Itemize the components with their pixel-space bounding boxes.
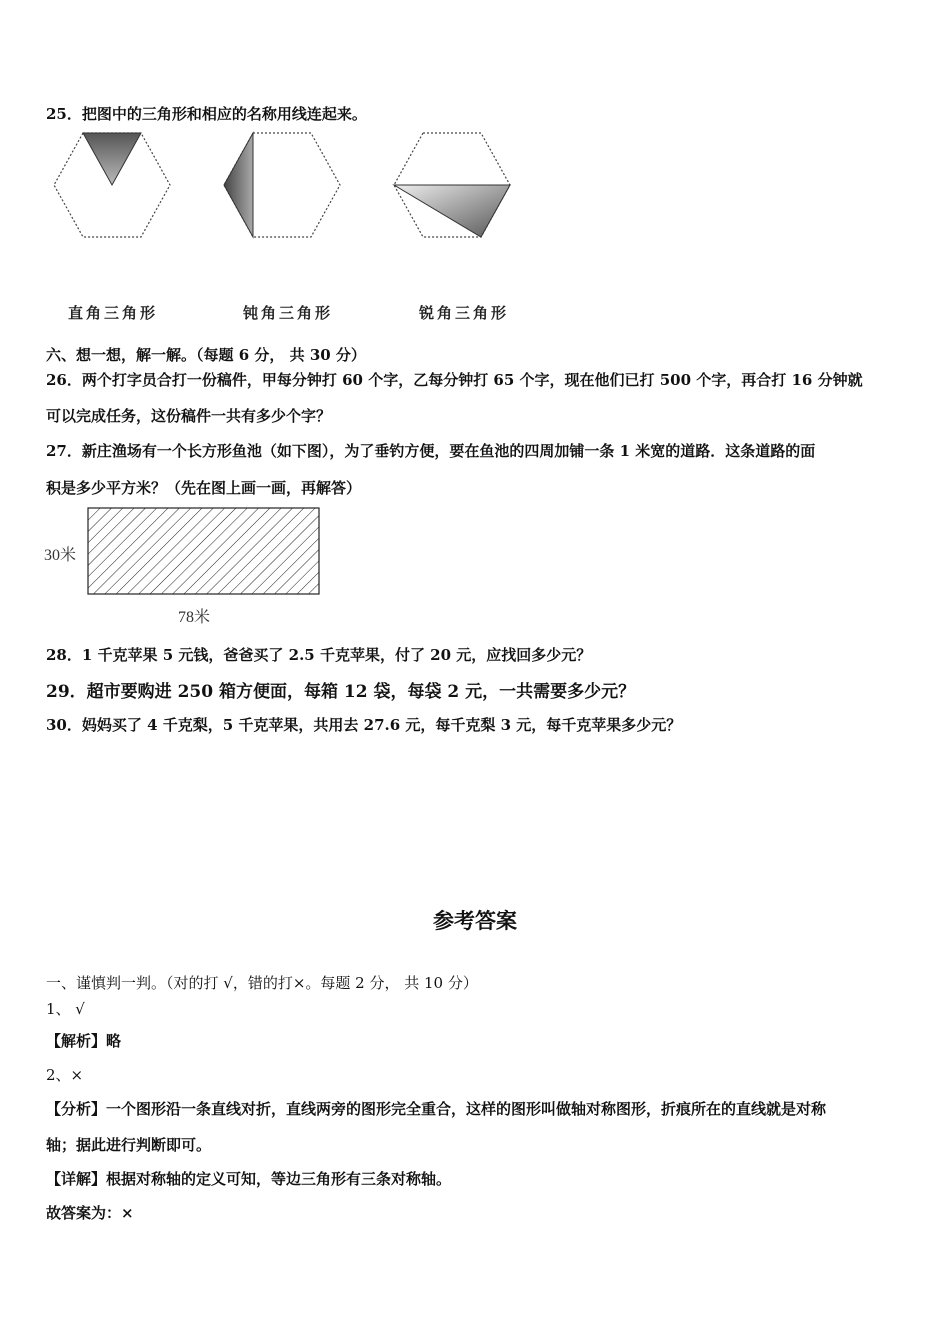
hexagon-3 bbox=[394, 133, 510, 237]
pond-width-label: 30米 bbox=[44, 547, 77, 564]
question-26-line2: 可以完成任务，这份稿件一共有多少个字？ bbox=[46, 407, 332, 425]
label-obtuse-triangle: 钝角三角形 bbox=[243, 304, 334, 322]
section-6-heading: 六、想一想，解一解。（每题 6 分， 共 30 分） bbox=[46, 346, 366, 364]
hexagon-figures bbox=[40, 125, 540, 245]
question-28: 28．1 千克苹果 5 元钱，爸爸买了 2.5 千克苹果，付了 20 元，应找回多少元？ bbox=[46, 646, 592, 664]
question-25: 25．把图中的三角形和相应的名称用线连起来。 bbox=[46, 105, 367, 123]
question-30: 30．妈妈买了 4 千克梨，5 千克苹果，共用去 27.6 元，每千克梨 3 元，每千克苹果多少元？ bbox=[46, 716, 682, 734]
answer-2-detail: 【详解】根据对称轴的定义可知，等边三角形有三条对称轴。 bbox=[46, 1170, 452, 1188]
question-27-line2: 积是多少平方米？（先在图上画一画，再解答） bbox=[46, 479, 362, 497]
answer-2-conclusion: 故答案为：× bbox=[46, 1204, 134, 1222]
answers-section-1: 一、谨慎判一判。（对的打 √，错的打×。每题 2 分， 共 10 分） bbox=[46, 974, 478, 992]
pond-length-label: 78米 bbox=[178, 609, 211, 626]
fish-pond-rectangle bbox=[40, 500, 340, 600]
answer-1: 1、 √ bbox=[46, 1000, 85, 1018]
label-right-triangle: 直角三角形 bbox=[68, 304, 159, 322]
hexagon-1 bbox=[54, 133, 170, 237]
question-26-line1: 26．两个打字员合打一份稿件，甲每分钟打 60 个字，乙每分钟打 65 个字，现在他们已打 500 个字，再合打 16 分钟就 bbox=[46, 371, 863, 389]
answer-1-analysis: 【解析】略 bbox=[46, 1032, 122, 1050]
answer-2-analysis-line2: 轴；据此进行判断即可。 bbox=[46, 1136, 212, 1154]
answer-2-analysis-line1: 【分析】一个图形沿一条直线对折，直线两旁的图形完全重合，这样的图形叫做轴对称图形，折痕所在的直线就是对称 bbox=[46, 1100, 827, 1118]
label-acute-triangle: 锐角三角形 bbox=[419, 304, 510, 322]
hexagon-2 bbox=[224, 133, 340, 237]
answer-2: 2、× bbox=[46, 1066, 84, 1084]
answers-title: 参考答案 bbox=[433, 909, 517, 933]
question-29: 29．超市要购进 250 箱方便面，每箱 12 袋，每袋 2 元，一共需要多少元？ bbox=[46, 682, 636, 702]
question-27-line1: 27．新庄渔场有一个长方形鱼池（如下图），为了垂钓方便，要在鱼池的四周加铺一条 1 米宽的道路．这条道路的面 bbox=[46, 442, 816, 460]
